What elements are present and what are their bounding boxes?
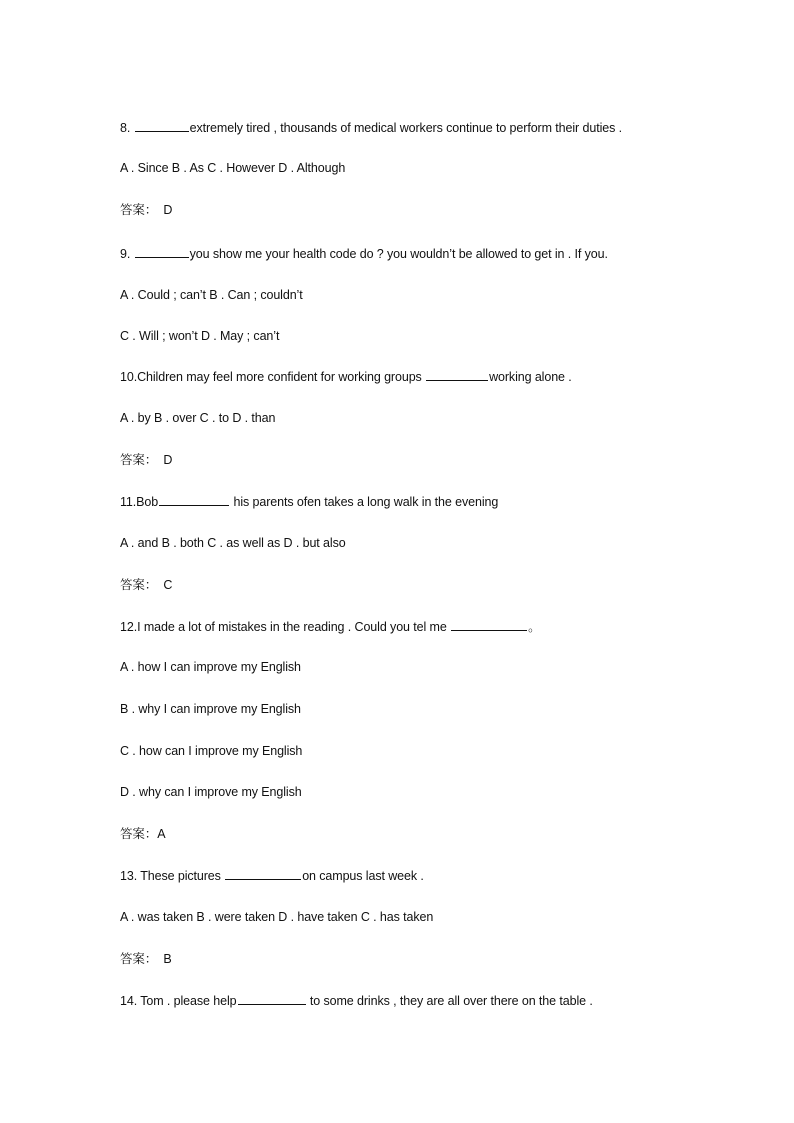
- answer-blank: [451, 618, 527, 631]
- question-11-options: A . and B . both C . as well as D . but also: [120, 536, 346, 550]
- question-text-after-blank: working alone .: [489, 370, 572, 384]
- question-text-after-blank: you show me your health code do ? you wouldn’t be allowed to get in . If you.: [189, 247, 608, 261]
- question-13-stem: [120, 867, 424, 884]
- question-number: 9.: [120, 247, 131, 261]
- question-8-options: A . Since B . As C . However D . Although: [120, 161, 346, 175]
- question-text-before-blank: I made a lot of mistakes in the reading . Could you tel me: [137, 620, 451, 634]
- question-9-options-line-1: A . Could ; can’t B . Can ; couldn’t: [120, 288, 303, 302]
- answer-blank: [159, 493, 229, 506]
- question-number: 10.: [120, 370, 138, 384]
- question-text-before-blank: Tom . please help: [137, 994, 237, 1008]
- answer-blank: [426, 368, 488, 381]
- question-number: 13.: [120, 869, 138, 883]
- question-10-answer: 答案： D: [120, 453, 173, 467]
- question-11-answer: 答案： C: [120, 578, 173, 592]
- question-9-options-line-2: C . Will ; won’t D . May ; can’t: [120, 329, 280, 343]
- question-13-answer: 答案： B: [120, 952, 172, 966]
- question-12-option-a: A . how I can improve my English: [120, 660, 301, 674]
- question-11-stem: [120, 493, 498, 510]
- question-10-options: A . by B . over C . to D . than: [120, 411, 276, 425]
- question-number: 12.: [120, 620, 138, 634]
- answer-blank: [135, 119, 189, 132]
- answer-blank: [238, 992, 306, 1005]
- question-text-before-blank: Children may feel more confident for working groups: [137, 370, 426, 384]
- question-number: 8.: [120, 121, 131, 135]
- question-number: 14.: [120, 994, 138, 1008]
- question-text-before-blank: These pictures: [137, 869, 225, 883]
- question-text-before-blank: Bob: [136, 495, 159, 509]
- question-12-option-c: C . how can I improve my English: [120, 744, 303, 758]
- question-9-stem: [120, 245, 608, 262]
- question-text-after-blank: his parents ofen takes a long walk in the evening: [230, 495, 499, 509]
- question-12-stem: [120, 618, 541, 635]
- question-text-after-blank: on campus last week .: [302, 869, 424, 883]
- question-number: 11.: [120, 495, 137, 509]
- answer-blank: [135, 245, 189, 258]
- question-12-option-d: D . why can I improve my English: [120, 785, 302, 799]
- question-10-stem: [120, 368, 572, 385]
- question-14-stem: [120, 992, 593, 1009]
- question-13-options: A . was taken B . were taken D . have taken C . has taken: [120, 910, 434, 924]
- question-12-option-b: B . why I can improve my English: [120, 702, 301, 716]
- question-text-after-blank: 。: [528, 620, 541, 634]
- question-text-after-blank: to some drinks , they are all over there on the table .: [306, 994, 593, 1008]
- question-8-stem: [120, 119, 622, 136]
- question-8-answer: 答案： D: [120, 203, 173, 217]
- answer-blank: [225, 867, 301, 880]
- question-12-answer: 答案：A: [120, 827, 166, 841]
- question-text-after-blank: extremely tired , thousands of medical workers continue to perform their duties .: [189, 121, 622, 135]
